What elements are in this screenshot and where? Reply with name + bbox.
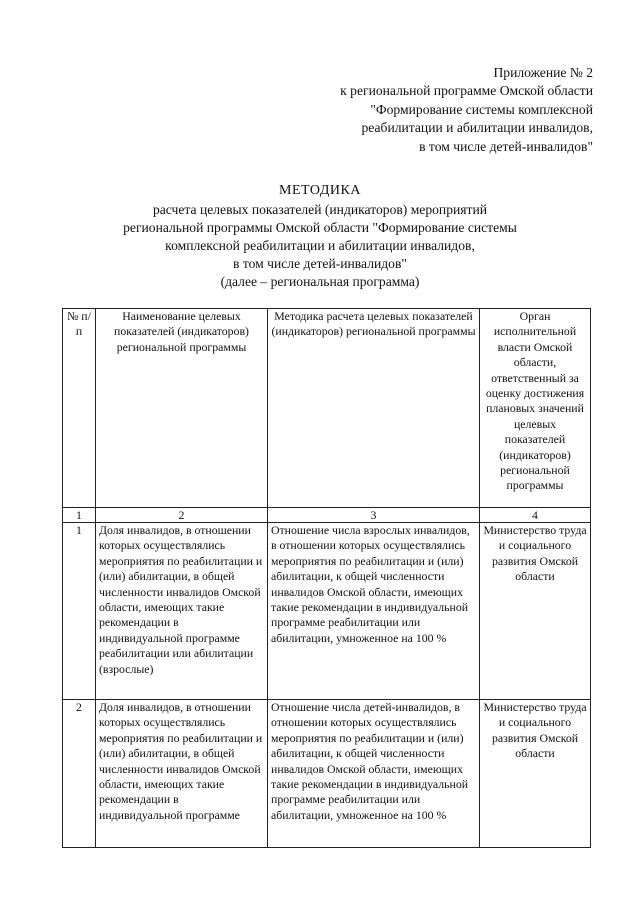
table-row — [63, 700, 591, 848]
column-number: 1 — [63, 508, 96, 523]
responsible-organ: Министерство труда и социального развития Омской области — [480, 523, 591, 700]
appendix-line: реабилитации и абилитации инвалидов, — [361, 120, 593, 136]
header-number: № п/п — [63, 309, 96, 508]
appendix-line: в том числе детей-инвалидов" — [419, 138, 593, 154]
row-number: 2 — [63, 700, 96, 848]
row-number: 1 — [63, 523, 96, 700]
indicator-name: Доля инвалидов, в отношении которых осуществлялись мероприятия по реабилитации и (или) абилитации, в общей численности инвалидов Омской области, имеющих такие рекомендации в индивидуальной программе реабилитации или абилитации (взрослые) — [96, 523, 268, 700]
title-line: региональной программы Омской области "Формирование системы — [123, 220, 517, 235]
responsible-organ: Министерство труда и социального развития Омской области — [480, 700, 591, 848]
indicators-table — [62, 308, 591, 848]
title-line: расчета целевых показателей (индикаторов) мероприятий — [152, 202, 488, 217]
appendix-line: к региональной программе Омской области — [340, 83, 593, 99]
header-indicator-name: Наименование целевых показателей (индикаторов) региональной программы — [96, 309, 268, 508]
column-number: 2 — [96, 508, 268, 523]
column-number: 3 — [268, 508, 480, 523]
column-number: 4 — [480, 508, 591, 523]
calculation-method: Отношение числа детей-инвалидов, в отношении которых осуществлялись мероприятия по реабилитации и (или) абилитации, к общей численности инвалидов Омской области, имеющих такие рекомендации в индивидуальной программе реабилитации или абилитации, умноженное на 100 % — [268, 700, 480, 848]
appendix-line: "Формирование системы комплексной — [370, 101, 593, 117]
document-title — [0, 182, 640, 291]
appendix-line: Приложение № 2 — [493, 65, 593, 80]
header-method: Методика расчета целевых показателей (индикаторов) региональной программы — [268, 309, 480, 508]
indicator-name: Доля инвалидов, в отношении которых осуществлялись мероприятия по реабилитации и (или) абилитации, в общей численности инвалидов Омской области, имеющих такие рекомендации в индивидуальной программе — [96, 700, 268, 848]
title-heading: МЕТОДИКА — [279, 183, 361, 198]
header-responsible-organ: Орган исполнительной власти Омской области, ответственный за оценку достижения плановых значений целевых показателей (индикаторов) региональной программы — [480, 309, 591, 508]
column-number-row — [63, 508, 591, 523]
calculation-method: Отношение числа взрослых инвалидов, в отношении которых осуществлялись мероприятия по реабилитации и (или) абилитации, к общей численности инвалидов Омской области, имеющих такие рекомендации в индивидуальной программе реабилитации или абилитации, умноженное на 100 % — [268, 523, 480, 700]
title-line: комплексной реабилитации и абилитации инвалидов, — [165, 238, 475, 253]
appendix-block — [340, 64, 593, 156]
table-row — [63, 523, 591, 700]
title-line: (далее – региональная программа) — [220, 274, 420, 289]
title-line: в том числе детей-инвалидов" — [233, 256, 407, 271]
table-header-row — [63, 309, 591, 508]
